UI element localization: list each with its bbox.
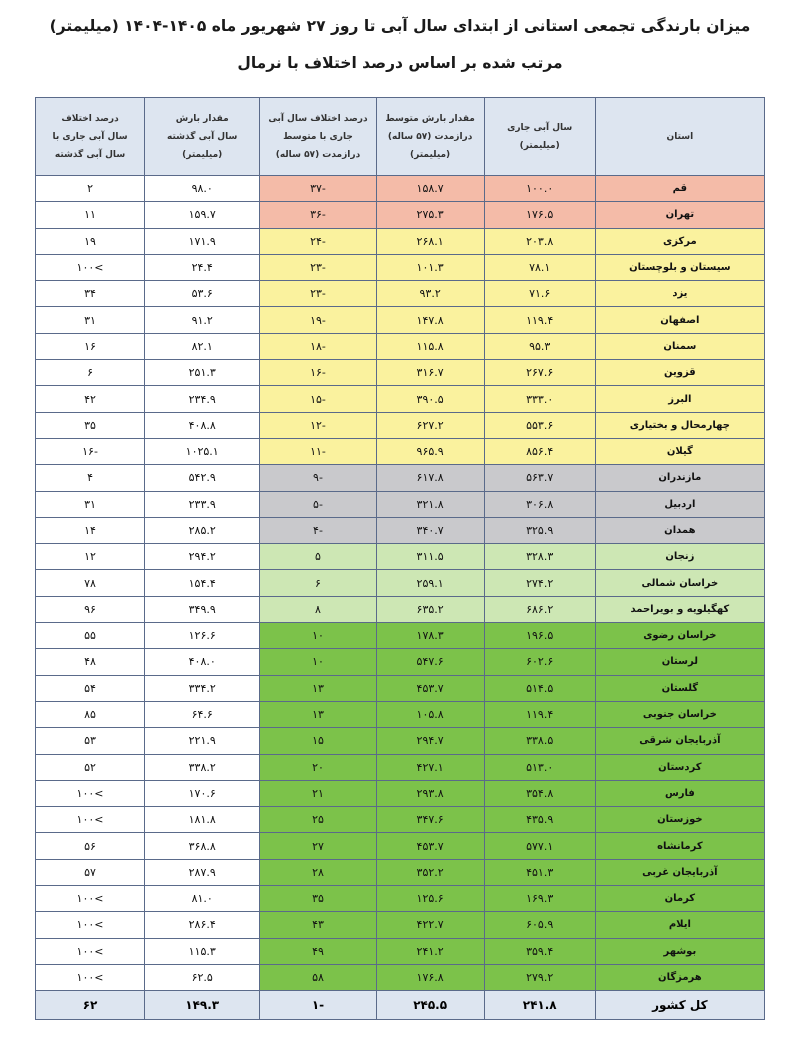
- cell-diff-avg: ۳۵: [260, 886, 376, 912]
- cell-diff-last: ۱۱: [36, 202, 145, 228]
- cell-avg: ۱۵۸.۷: [376, 176, 484, 202]
- table-row: [36, 833, 765, 859]
- cell-province: قم: [595, 176, 764, 202]
- cell-diff-avg: ۱۳: [260, 675, 376, 701]
- cell-last: ۲۸۵.۲: [145, 517, 260, 543]
- header-last-year: [145, 98, 260, 176]
- cell-diff-avg: ۵: [260, 544, 376, 570]
- cell-province: مرکزی: [595, 228, 764, 254]
- cell-last: ۱۲۶.۶: [145, 623, 260, 649]
- total-diff-last: ۶۲: [36, 991, 145, 1020]
- cell-diff-last: >۱۰۰: [36, 780, 145, 806]
- cell-province: سمنان: [595, 333, 764, 359]
- cell-avg: ۲۹۴.۷: [376, 728, 484, 754]
- table-row: [36, 754, 765, 780]
- cell-current: ۱۱۹.۴: [484, 701, 595, 727]
- cell-diff-last: ۱۲: [36, 544, 145, 570]
- cell-current: ۵۵۳.۶: [484, 412, 595, 438]
- header-line: (میلیمتر): [182, 149, 223, 160]
- cell-diff-last: >۱۰۰: [36, 254, 145, 280]
- cell-diff-avg: ۴۳: [260, 912, 376, 938]
- table-row: [36, 807, 765, 833]
- cell-avg: ۱۷۸.۳: [376, 623, 484, 649]
- cell-last: ۸۲.۱: [145, 333, 260, 359]
- header-diff-with-last-year: [36, 98, 145, 176]
- cell-diff-last: ۳۵: [36, 412, 145, 438]
- cell-province: کهگیلویه و بویراحمد: [595, 596, 764, 622]
- cell-province: هرمزگان: [595, 964, 764, 990]
- header-current-year: [484, 98, 595, 176]
- cell-province: مازندران: [595, 465, 764, 491]
- cell-current: ۳۳۳.۰: [484, 386, 595, 412]
- cell-last: ۲۵۱.۳: [145, 360, 260, 386]
- cell-province: همدان: [595, 517, 764, 543]
- table-row: [36, 964, 765, 990]
- table-row: [36, 859, 765, 885]
- cell-last: ۱۷۰.۶: [145, 780, 260, 806]
- cell-province: کرمانشاه: [595, 833, 764, 859]
- header-diff-with-average: [260, 98, 376, 176]
- table-row: [36, 202, 765, 228]
- cell-avg: ۴۵۳.۷: [376, 675, 484, 701]
- cell-current: ۳۵۹.۴: [484, 938, 595, 964]
- table-row: [36, 912, 765, 938]
- cell-avg: ۲۷۵.۳: [376, 202, 484, 228]
- cell-avg: ۱۴۷.۸: [376, 307, 484, 333]
- cell-last: ۶۴.۶: [145, 701, 260, 727]
- cell-diff-avg: ۱۰: [260, 649, 376, 675]
- cell-avg: ۳۴۷.۶: [376, 807, 484, 833]
- cell-province: کرمان: [595, 886, 764, 912]
- cell-diff-avg: -۵: [260, 491, 376, 517]
- cell-last: ۱۵۴.۴: [145, 570, 260, 596]
- header-line: (میلیمتر): [519, 140, 560, 151]
- table-row: [36, 491, 765, 517]
- cell-avg: ۲۵۹.۱: [376, 570, 484, 596]
- table-row: [36, 886, 765, 912]
- cell-province: بوشهر: [595, 938, 764, 964]
- cell-current: ۸۵۶.۴: [484, 438, 595, 464]
- cell-avg: ۳۲۱.۸: [376, 491, 484, 517]
- cell-diff-avg: -۹: [260, 465, 376, 491]
- table-row: [36, 465, 765, 491]
- cell-avg: ۳۱۱.۵: [376, 544, 484, 570]
- cell-avg: ۴۲۲.۷: [376, 912, 484, 938]
- cell-avg: ۲۴۱.۲: [376, 938, 484, 964]
- header-line: درازمدت (۵۷ ساله): [387, 131, 473, 142]
- cell-last: ۲۸۶.۴: [145, 912, 260, 938]
- cell-last: ۱۰۲۵.۱: [145, 438, 260, 464]
- cell-last: ۳۳۸.۲: [145, 754, 260, 780]
- cell-last: ۱۸۱.۸: [145, 807, 260, 833]
- total-row: [36, 991, 765, 1020]
- cell-province: ایلام: [595, 912, 764, 938]
- cell-avg: ۹۳.۲: [376, 281, 484, 307]
- cell-province: اصفهان: [595, 307, 764, 333]
- cell-diff-avg: -۲۳: [260, 254, 376, 280]
- cell-current: ۱۰۰.۰: [484, 176, 595, 202]
- cell-province: لرستان: [595, 649, 764, 675]
- cell-current: ۲۷۹.۲: [484, 964, 595, 990]
- cell-diff-last: ۵۳: [36, 728, 145, 754]
- table-body: [36, 176, 765, 991]
- cell-province: سیستان و بلوچستان: [595, 254, 764, 280]
- cell-diff-last: >۱۰۰: [36, 807, 145, 833]
- cell-diff-avg: ۲۵: [260, 807, 376, 833]
- cell-last: ۲۳۳.۹: [145, 491, 260, 517]
- cell-diff-avg: ۸: [260, 596, 376, 622]
- cell-diff-avg: ۱۳: [260, 701, 376, 727]
- cell-last: ۹۱.۲: [145, 307, 260, 333]
- cell-diff-last: ۵۲: [36, 754, 145, 780]
- cell-current: ۵۶۳.۷: [484, 465, 595, 491]
- cell-avg: ۹۶۵.۹: [376, 438, 484, 464]
- cell-last: ۲۹۴.۲: [145, 544, 260, 570]
- title-block: [0, 0, 800, 86]
- cell-diff-avg: -۱۲: [260, 412, 376, 438]
- cell-diff-avg: ۵۸: [260, 964, 376, 990]
- cell-last: ۳۶۸.۸: [145, 833, 260, 859]
- total-province: کل کشور: [595, 991, 764, 1020]
- cell-diff-avg: ۱۵: [260, 728, 376, 754]
- cell-diff-last: ۵۵: [36, 623, 145, 649]
- table-row: [36, 281, 765, 307]
- table-row: [36, 412, 765, 438]
- header-line: (میلیمتر): [410, 149, 451, 160]
- cell-diff-avg: -۱۹: [260, 307, 376, 333]
- cell-current: ۳۲۸.۳: [484, 544, 595, 570]
- total-diff-avg: -۱: [260, 991, 376, 1020]
- header-line: مقدار بارش: [175, 113, 229, 124]
- cell-last: ۱۵۹.۷: [145, 202, 260, 228]
- total-current: ۲۴۱.۸: [484, 991, 595, 1020]
- cell-current: ۳۲۵.۹: [484, 517, 595, 543]
- cell-last: ۸۱.۰: [145, 886, 260, 912]
- cell-diff-last: -۱۶: [36, 438, 145, 464]
- cell-province: کردستان: [595, 754, 764, 780]
- cell-province: آذربایجان شرقی: [595, 728, 764, 754]
- cell-diff-last: >۱۰۰: [36, 886, 145, 912]
- cell-last: ۴۰۸.۰: [145, 649, 260, 675]
- cell-province: خوزستان: [595, 807, 764, 833]
- cell-province: زنجان: [595, 544, 764, 570]
- cell-province: خراسان جنوبی: [595, 701, 764, 727]
- cell-current: ۲۶۷.۶: [484, 360, 595, 386]
- cell-current: ۳۳۸.۵: [484, 728, 595, 754]
- cell-current: ۵۷۷.۱: [484, 833, 595, 859]
- table-row: [36, 386, 765, 412]
- cell-current: ۷۱.۶: [484, 281, 595, 307]
- cell-diff-avg: -۴: [260, 517, 376, 543]
- cell-diff-last: ۷۸: [36, 570, 145, 596]
- cell-last: ۳۳۴.۲: [145, 675, 260, 701]
- cell-province: چهارمحال و بختیاری: [595, 412, 764, 438]
- header-long-term-average: [376, 98, 484, 176]
- cell-diff-last: ۴۸: [36, 649, 145, 675]
- cell-province: گلستان: [595, 675, 764, 701]
- header-line: مقدار بارش متوسط: [385, 113, 475, 124]
- cell-province: خراسان شمالی: [595, 570, 764, 596]
- table-row: [36, 544, 765, 570]
- cell-current: ۱۶۹.۳: [484, 886, 595, 912]
- cell-last: ۲۴.۴: [145, 254, 260, 280]
- table-row: [36, 938, 765, 964]
- header-line: سال آبی گذشته: [167, 131, 238, 142]
- cell-province: قزوین: [595, 360, 764, 386]
- cell-diff-avg: -۱۸: [260, 333, 376, 359]
- cell-diff-last: ۳۴: [36, 281, 145, 307]
- cell-province: خراسان رضوی: [595, 623, 764, 649]
- cell-current: ۶۸۶.۲: [484, 596, 595, 622]
- cell-diff-avg: -۱۱: [260, 438, 376, 464]
- page-title: میزان بارندگی تجمعی استانی از ابتدای سال آبی تا روز ۲۷ شهریور ماه ۱۴۰۵-۱۴۰۴ (میلیمتر): [49, 17, 751, 35]
- table-row: [36, 596, 765, 622]
- cell-current: ۷۸.۱: [484, 254, 595, 280]
- cell-avg: ۶۳۵.۲: [376, 596, 484, 622]
- cell-diff-avg: ۶: [260, 570, 376, 596]
- cell-avg: ۳۱۶.۷: [376, 360, 484, 386]
- cell-diff-last: ۳۱: [36, 491, 145, 517]
- header-line: جاری با متوسط: [283, 131, 353, 142]
- cell-current: ۴۵۱.۳: [484, 859, 595, 885]
- cell-last: ۲۲۱.۹: [145, 728, 260, 754]
- cell-current: ۶۰۲.۶: [484, 649, 595, 675]
- table-row: [36, 438, 765, 464]
- cell-diff-last: ۱۴: [36, 517, 145, 543]
- cell-province: اردبیل: [595, 491, 764, 517]
- cell-last: ۶۲.۵: [145, 964, 260, 990]
- cell-current: ۳۵۴.۸: [484, 780, 595, 806]
- cell-last: ۵۳.۶: [145, 281, 260, 307]
- cell-diff-avg: ۴۹: [260, 938, 376, 964]
- cell-province: یزد: [595, 281, 764, 307]
- cell-diff-last: >۱۰۰: [36, 938, 145, 964]
- cell-last: ۹۸.۰: [145, 176, 260, 202]
- table-row: [36, 307, 765, 333]
- table-row: [36, 623, 765, 649]
- table-row: [36, 228, 765, 254]
- header-line: سال آبی جاری با: [52, 131, 128, 142]
- cell-avg: ۴۲۷.۱: [376, 754, 484, 780]
- cell-avg: ۳۹۰.۵: [376, 386, 484, 412]
- cell-current: ۱۹۶.۵: [484, 623, 595, 649]
- total-avg: ۲۴۵.۵: [376, 991, 484, 1020]
- table-row: [36, 176, 765, 202]
- cell-last: ۱۷۱.۹: [145, 228, 260, 254]
- table-row: [36, 360, 765, 386]
- cell-avg: ۶۲۷.۲: [376, 412, 484, 438]
- header-line: سال آبی جاری: [507, 122, 573, 133]
- cell-province: گیلان: [595, 438, 764, 464]
- cell-diff-avg: ۲۷: [260, 833, 376, 859]
- header-line: درازمدت (۵۷ ساله): [275, 149, 361, 160]
- cell-diff-last: ۴۲: [36, 386, 145, 412]
- cell-diff-avg: ۲۰: [260, 754, 376, 780]
- cell-diff-avg: -۱۵: [260, 386, 376, 412]
- table-row: [36, 728, 765, 754]
- cell-province: البرز: [595, 386, 764, 412]
- cell-last: ۲۸۷.۹: [145, 859, 260, 885]
- rainfall-table: [35, 97, 765, 1020]
- cell-current: ۴۳۵.۹: [484, 807, 595, 833]
- table-row: [36, 675, 765, 701]
- total-last: ۱۴۹.۳: [145, 991, 260, 1020]
- cell-diff-last: >۱۰۰: [36, 912, 145, 938]
- table-row: [36, 570, 765, 596]
- table-row: [36, 701, 765, 727]
- cell-current: ۲۰۳.۸: [484, 228, 595, 254]
- cell-avg: ۱۰۵.۸: [376, 701, 484, 727]
- cell-province: فارس: [595, 780, 764, 806]
- cell-current: ۱۷۶.۵: [484, 202, 595, 228]
- cell-last: ۵۴۲.۹: [145, 465, 260, 491]
- cell-diff-last: ۲: [36, 176, 145, 202]
- cell-current: ۹۵.۳: [484, 333, 595, 359]
- cell-diff-avg: ۲۸: [260, 859, 376, 885]
- cell-diff-last: ۵۶: [36, 833, 145, 859]
- cell-current: ۱۱۹.۴: [484, 307, 595, 333]
- table-row: [36, 649, 765, 675]
- cell-avg: ۵۴۷.۶: [376, 649, 484, 675]
- cell-diff-last: ۳۱: [36, 307, 145, 333]
- cell-province: آذربایجان غربی: [595, 859, 764, 885]
- cell-current: ۶۰۵.۹: [484, 912, 595, 938]
- cell-diff-avg: -۲۳: [260, 281, 376, 307]
- cell-province: تهران: [595, 202, 764, 228]
- header-province: [595, 98, 764, 176]
- cell-diff-last: ۱۶: [36, 333, 145, 359]
- page-subtitle: مرتب شده بر اساس درصد اختلاف با نرمال: [237, 54, 563, 72]
- cell-avg: ۳۵۲.۲: [376, 859, 484, 885]
- cell-diff-last: ۹۶: [36, 596, 145, 622]
- header-line: استان: [666, 131, 694, 142]
- table-row: [36, 254, 765, 280]
- cell-diff-last: >۱۰۰: [36, 964, 145, 990]
- table-row: [36, 517, 765, 543]
- header-line: درصد اختلاف: [61, 113, 119, 124]
- cell-avg: ۱۰۱.۳: [376, 254, 484, 280]
- cell-diff-last: ۵۷: [36, 859, 145, 885]
- cell-avg: ۶۱۷.۸: [376, 465, 484, 491]
- cell-avg: ۲۶۸.۱: [376, 228, 484, 254]
- cell-last: ۱۱۵.۳: [145, 938, 260, 964]
- cell-diff-last: ۴: [36, 465, 145, 491]
- cell-diff-avg: ۲۱: [260, 780, 376, 806]
- cell-avg: ۱۷۶.۸: [376, 964, 484, 990]
- table-header-row: [36, 98, 765, 176]
- cell-current: ۳۰۶.۸: [484, 491, 595, 517]
- cell-avg: ۴۵۳.۷: [376, 833, 484, 859]
- table-row: [36, 780, 765, 806]
- cell-diff-last: ۱۹: [36, 228, 145, 254]
- cell-avg: ۲۹۳.۸: [376, 780, 484, 806]
- table-row: [36, 333, 765, 359]
- cell-diff-avg: -۱۶: [260, 360, 376, 386]
- cell-last: ۲۳۴.۹: [145, 386, 260, 412]
- cell-last: ۳۴۹.۹: [145, 596, 260, 622]
- header-line: درصد اختلاف سال آبی: [268, 113, 368, 124]
- cell-current: ۵۱۳.۰: [484, 754, 595, 780]
- cell-avg: ۱۲۵.۶: [376, 886, 484, 912]
- cell-diff-last: ۶: [36, 360, 145, 386]
- cell-current: ۲۷۴.۲: [484, 570, 595, 596]
- cell-diff-avg: -۳۷: [260, 176, 376, 202]
- cell-last: ۴۰۸.۸: [145, 412, 260, 438]
- cell-avg: ۱۱۵.۸: [376, 333, 484, 359]
- cell-diff-avg: ۱۰: [260, 623, 376, 649]
- cell-diff-avg: -۲۴: [260, 228, 376, 254]
- cell-current: ۵۱۴.۵: [484, 675, 595, 701]
- cell-diff-last: ۵۴: [36, 675, 145, 701]
- cell-diff-last: ۸۵: [36, 701, 145, 727]
- cell-avg: ۳۴۰.۷: [376, 517, 484, 543]
- header-line: سال آبی گذشته: [54, 149, 126, 160]
- cell-diff-avg: -۳۶: [260, 202, 376, 228]
